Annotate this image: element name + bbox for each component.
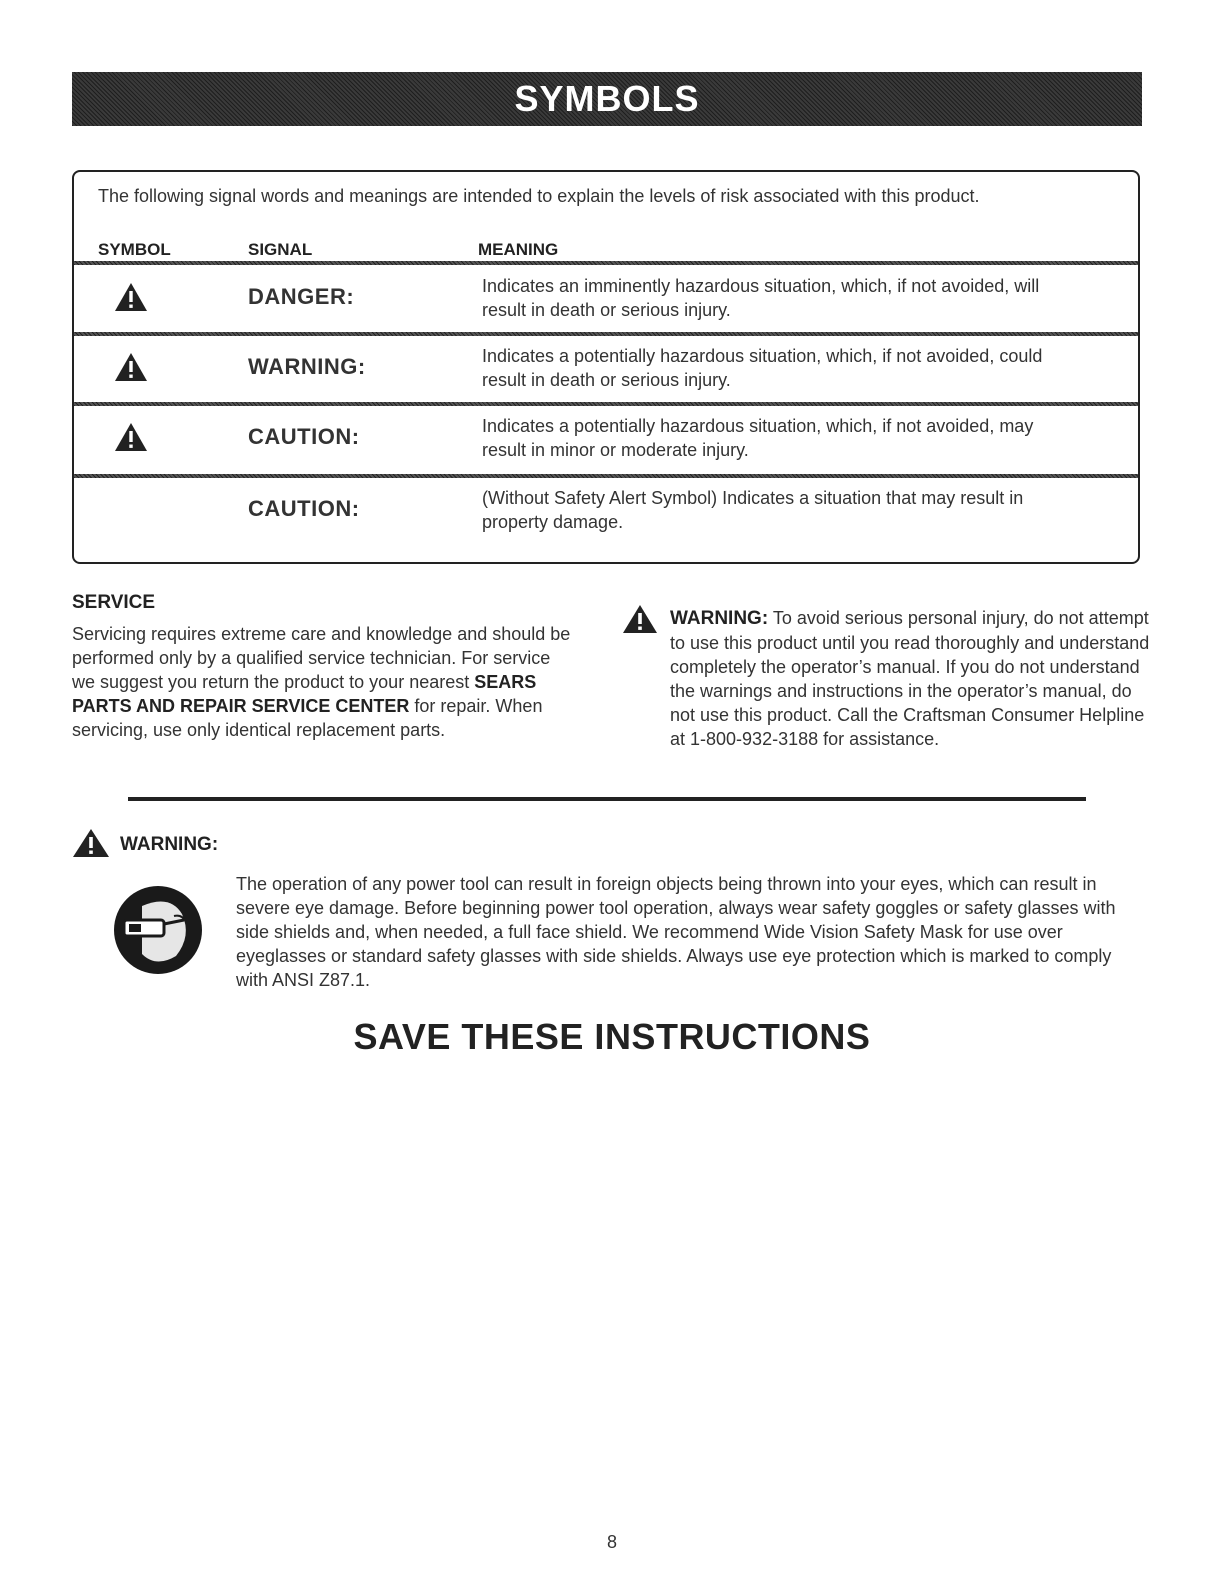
service-center-name: SEARS PARTS AND REPAIR SERVICE CENTER xyxy=(72,672,537,716)
symbols-intro: The following signal words and meanings are intended to explain the levels of risk associated with this product. xyxy=(98,186,980,206)
table-row-danger xyxy=(74,266,1138,332)
meaning-line: result in death or serious injury. xyxy=(482,370,731,390)
meaning-warning xyxy=(482,344,1122,392)
operator-manual-warning xyxy=(670,606,1150,751)
safety-alert-icon xyxy=(114,352,148,382)
page-title: SYMBOLS xyxy=(514,78,700,119)
service-text-part: for repair. When servicing, use only identical replacement parts. xyxy=(72,696,543,740)
signal-danger: DANGER: xyxy=(248,284,355,309)
meaning-line: Indicates an imminently hazardous situation, which, if not avoided, will xyxy=(482,276,1040,296)
table-row-caution xyxy=(74,406,1138,472)
symbols-banner xyxy=(72,72,1142,126)
eye-warning-text: The operation of any power tool can result in foreign objects being thrown into your eyes, which can result in severe eye damage. Before beginning power tool operation, always wear safety goggles or safety glasses with side shields and, when needed, a full face shield. We recommend Wide Vision Safety Mask for use over eyeglasses or standard safety glasses with side shields. Always use eye protection which is marked to comply with ANSI Z87.1. xyxy=(236,874,1116,990)
service-text xyxy=(72,622,572,742)
eye-warning-label: WARNING: xyxy=(120,834,219,855)
safety-alert-icon xyxy=(622,604,658,634)
symbols-table xyxy=(72,170,1140,564)
page-number: 8 xyxy=(606,1532,617,1552)
service-heading: SERVICE xyxy=(72,592,156,613)
header-symbol: SYMBOL xyxy=(98,240,171,259)
header-signal: SIGNAL xyxy=(248,240,313,259)
meaning-danger xyxy=(482,274,1122,322)
service-text-part: Servicing requires extreme care and knowledge and should be performed only by a qualified service technician. For service we suggest you return the product to your nearest xyxy=(72,624,571,692)
meaning-line: (Without Safety Alert Symbol) Indicates a situation that may result in xyxy=(482,488,1024,508)
section-divider xyxy=(128,797,1086,801)
meaning-line: result in death or serious injury. xyxy=(482,300,731,320)
safety-alert-icon xyxy=(72,828,110,858)
save-instructions-heading: SAVE THESE INSTRUCTIONS xyxy=(353,1016,871,1057)
warning-text: To avoid serious personal injury, do not attempt to use this product until you read thoroughly and understand completely the operator’s manual. If you do not understand the warnings and instructions in the operator’s manual, do not use this product. Call the Craftsman Consumer Helpline at 1-800-932-3188 for assistance. xyxy=(670,608,1150,749)
signal-warning: WARNING: xyxy=(248,354,366,379)
table-row-caution-no-symbol xyxy=(74,478,1138,544)
safety-alert-icon xyxy=(114,282,148,312)
meaning-caution-no-symbol xyxy=(482,486,1122,534)
meaning-line: Indicates a potentially hazardous situation, which, if not avoided, could xyxy=(482,346,1043,366)
meaning-line: property damage. xyxy=(482,512,624,532)
table-row-warning xyxy=(74,336,1138,402)
signal-caution-no-symbol: CAUTION: xyxy=(248,496,360,521)
safety-alert-icon xyxy=(114,422,148,452)
table-rule xyxy=(74,261,1138,265)
meaning-line: Indicates a potentially hazardous situation, which, if not avoided, may xyxy=(482,416,1034,436)
signal-caution: CAUTION: xyxy=(248,424,360,449)
warning-label: WARNING: xyxy=(670,608,769,629)
meaning-line: result in minor or moderate injury. xyxy=(482,440,749,460)
meaning-caution xyxy=(482,414,1122,462)
safety-glasses-icon xyxy=(112,884,204,976)
header-meaning: MEANING xyxy=(478,240,559,259)
